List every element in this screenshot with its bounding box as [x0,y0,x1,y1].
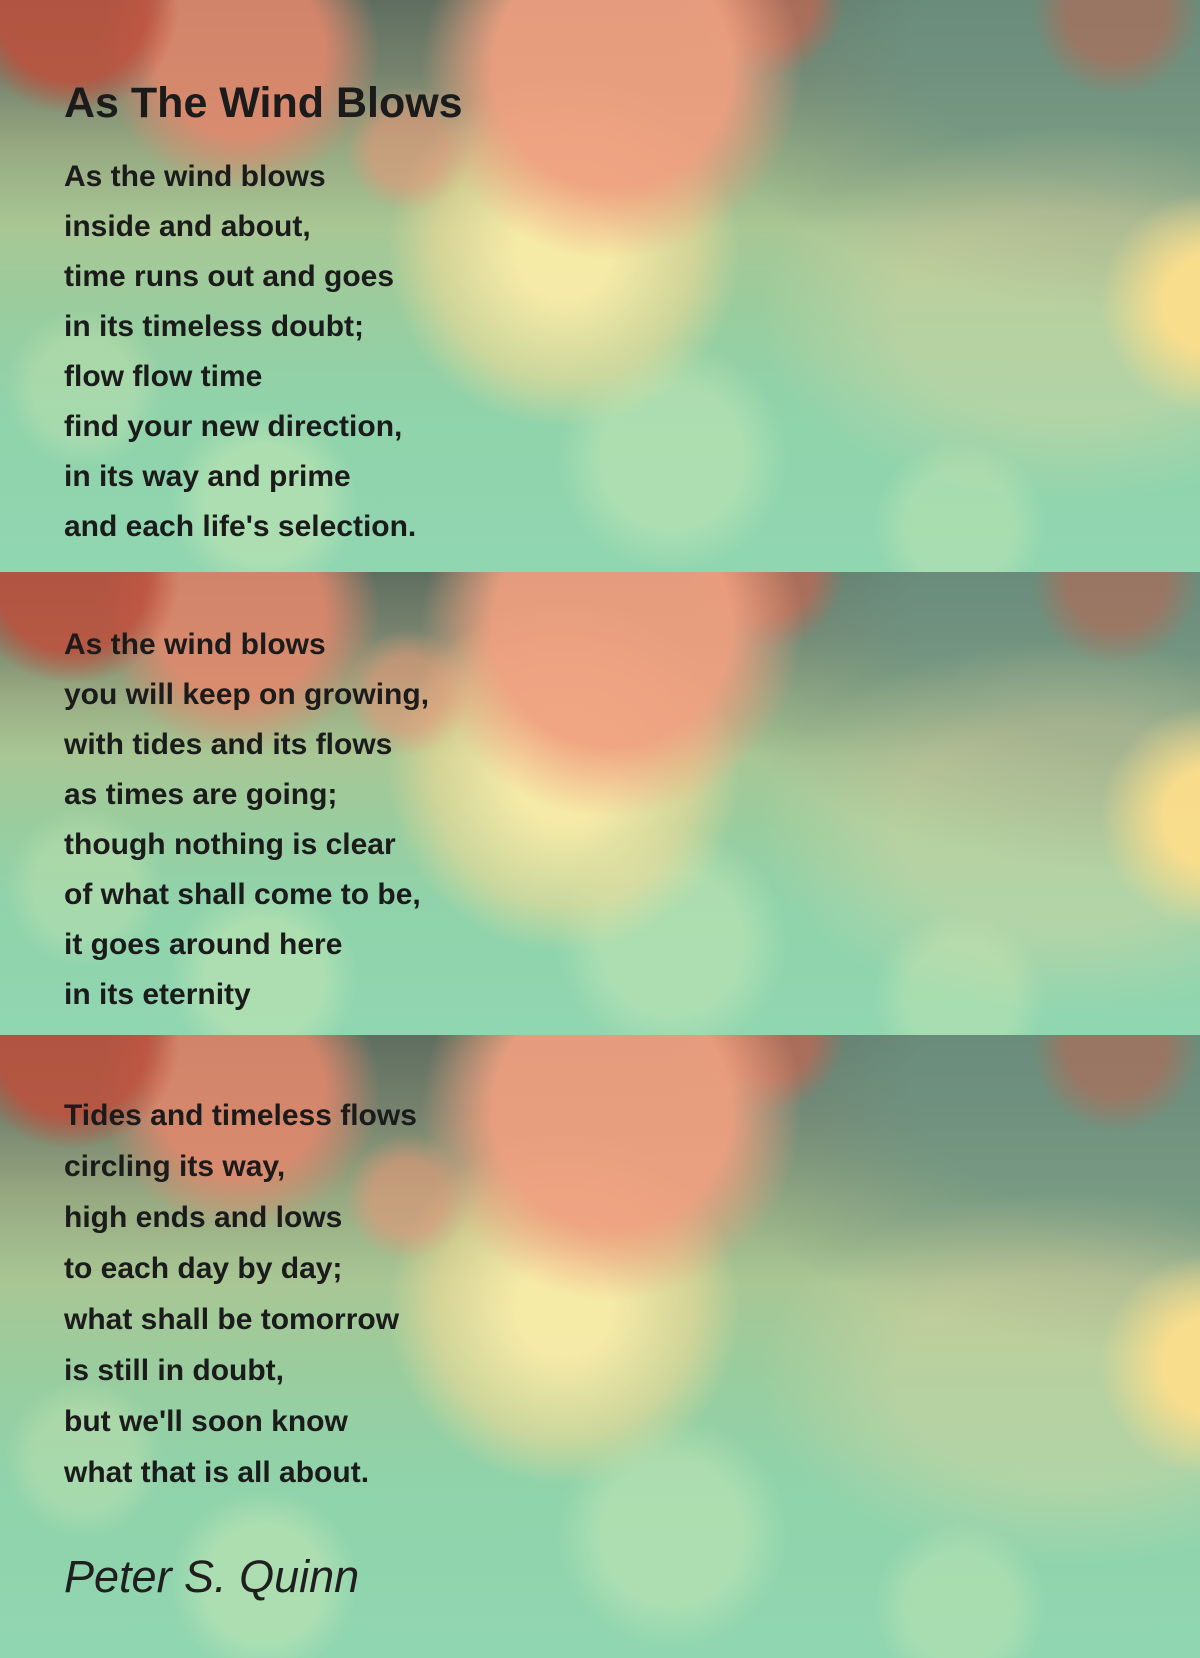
poem-line: what shall be tomorrow [64,1303,400,1336]
poem-line: in its eternity [64,978,251,1011]
poem-line: of what shall come to be, [64,878,421,911]
poem-line: find your new direction, [64,410,403,443]
poem-line: inside and about, [64,210,311,243]
stanza-3 [64,1090,417,1498]
poem-line: time runs out and goes [64,260,395,293]
poem-line: Tides and timeless flows [64,1099,417,1132]
poem-line: though nothing is clear [64,828,396,861]
poem-line: high ends and lows [64,1201,343,1234]
poem-line: with tides and its flows [64,728,393,761]
poem-line: circling its way, [64,1150,286,1183]
poem-line: flow flow time [64,360,263,393]
poem-title: As The Wind Blows [64,78,463,127]
poem-line: As the wind blows [64,628,326,661]
poem-line: you will keep on growing, [64,678,430,711]
poem-line: As the wind blows [64,160,326,193]
poem-line: to each day by day; [64,1252,343,1285]
poem-line: in its way and prime [64,460,351,493]
poem-author-signature: Peter S. Quinn [64,1551,360,1602]
stanza-1 [64,152,416,552]
poem-line: but we'll soon know [64,1405,348,1438]
poem-line: what that is all about. [64,1456,370,1489]
poem-line: it goes around here [64,928,343,961]
poem-line: is still in doubt, [64,1354,284,1387]
stanza-2 [64,620,429,1020]
poem-line: in its timeless doubt; [64,310,365,343]
poem-line: and each life's selection. [64,510,417,543]
poem-line: as times are going; [64,778,338,811]
